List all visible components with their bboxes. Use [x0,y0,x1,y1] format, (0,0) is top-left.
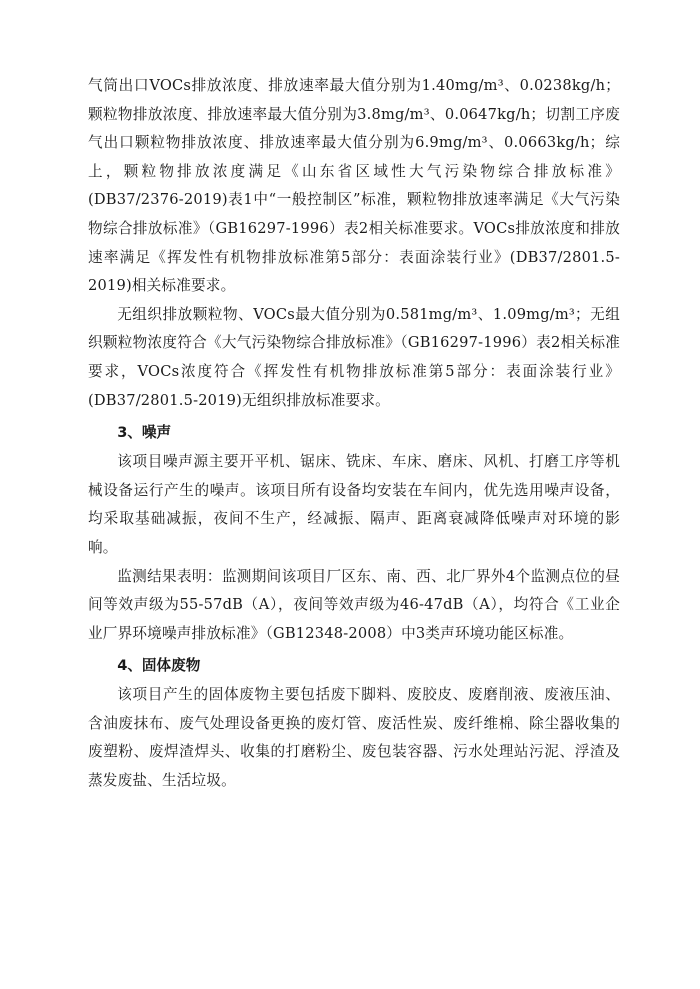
paragraph-solid-waste: 该项目产生的固体废物主要包括废下脚料、废胶皮、废磨削液、废液压油、含油废抹布、废气处理设备更换的废灯管、废活性炭、废纤维棉、除尘器收集的废塑粉、废焊渣焊头、收集的打磨粉尘、废包装容器、污水处理站污泥、浮渣及蒸发废盐、生活垃圾。 [88,686,620,790]
section-heading-solid-waste: 4、固体废物 [117,657,201,675]
paragraph-noise-monitoring: 监测结果表明：监测期间该项目厂区东、南、西、北厂界外4个监测点位的昼间等效声级为55-57dB（A），夜间等效声级为46-47dB（A），均符合《工业企业厂界环境噪声排放标准》（GB12348-2008）中3类声环境功能区标准。 [88,567,620,642]
section-heading-noise: 3、噪声 [117,424,172,442]
document-page [88,72,620,796]
paragraph-noise-sources: 该项目噪声源主要开平机、锯床、铣床、车床、磨床、风机、打磨工序等机械设备运行产生的噪声。该项目所有设备均安装在车间内，优先选用噪声设备，均采取基础减振，夜间不生产，经减振、隔声、距离衰减降低噪声对环境的影响。 [88,453,620,556]
paragraph-exhaust-emissions: 气筒出口VOCs排放浓度、排放速率最大值分别为1.40mg/m³、0.0238kg/h；颗粒物排放浓度、排放速率最大值分别为3.8mg/m³、0.0647kg/h；切割工序废气出口颗粒物排放浓度、排放速率最大值分别为6.9mg/m³、0.0663kg/h；综上，颗粒物排放浓度满足《山东省区域性大气污染物综合排放标准》(DB37/2376-2019)表1中“一般控制区”标准，颗粒物排放速率满足《大气污染物综合排放标准》（GB16297-1996）表2相关标准要求。VOCs排放浓度和排放速率满足《挥发性有机物排放标准第5部分：表面涂装行业》(DB37/2801.5-2019)相关标准要求。 [88,77,620,295]
paragraph-fugitive-emissions: 无组织排放颗粒物、VOCs最大值分别为0.581mg/m³、1.09mg/m³；无组织颗粒物浓度符合《大气污染物综合排放标准》（GB16297-1996）表2相关标准要求，VOCs浓度符合《挥发性有机物排放标准第5部分：表面涂装行业》(DB37/2801.5-2019)无组织排放标准要求。 [88,305,620,409]
